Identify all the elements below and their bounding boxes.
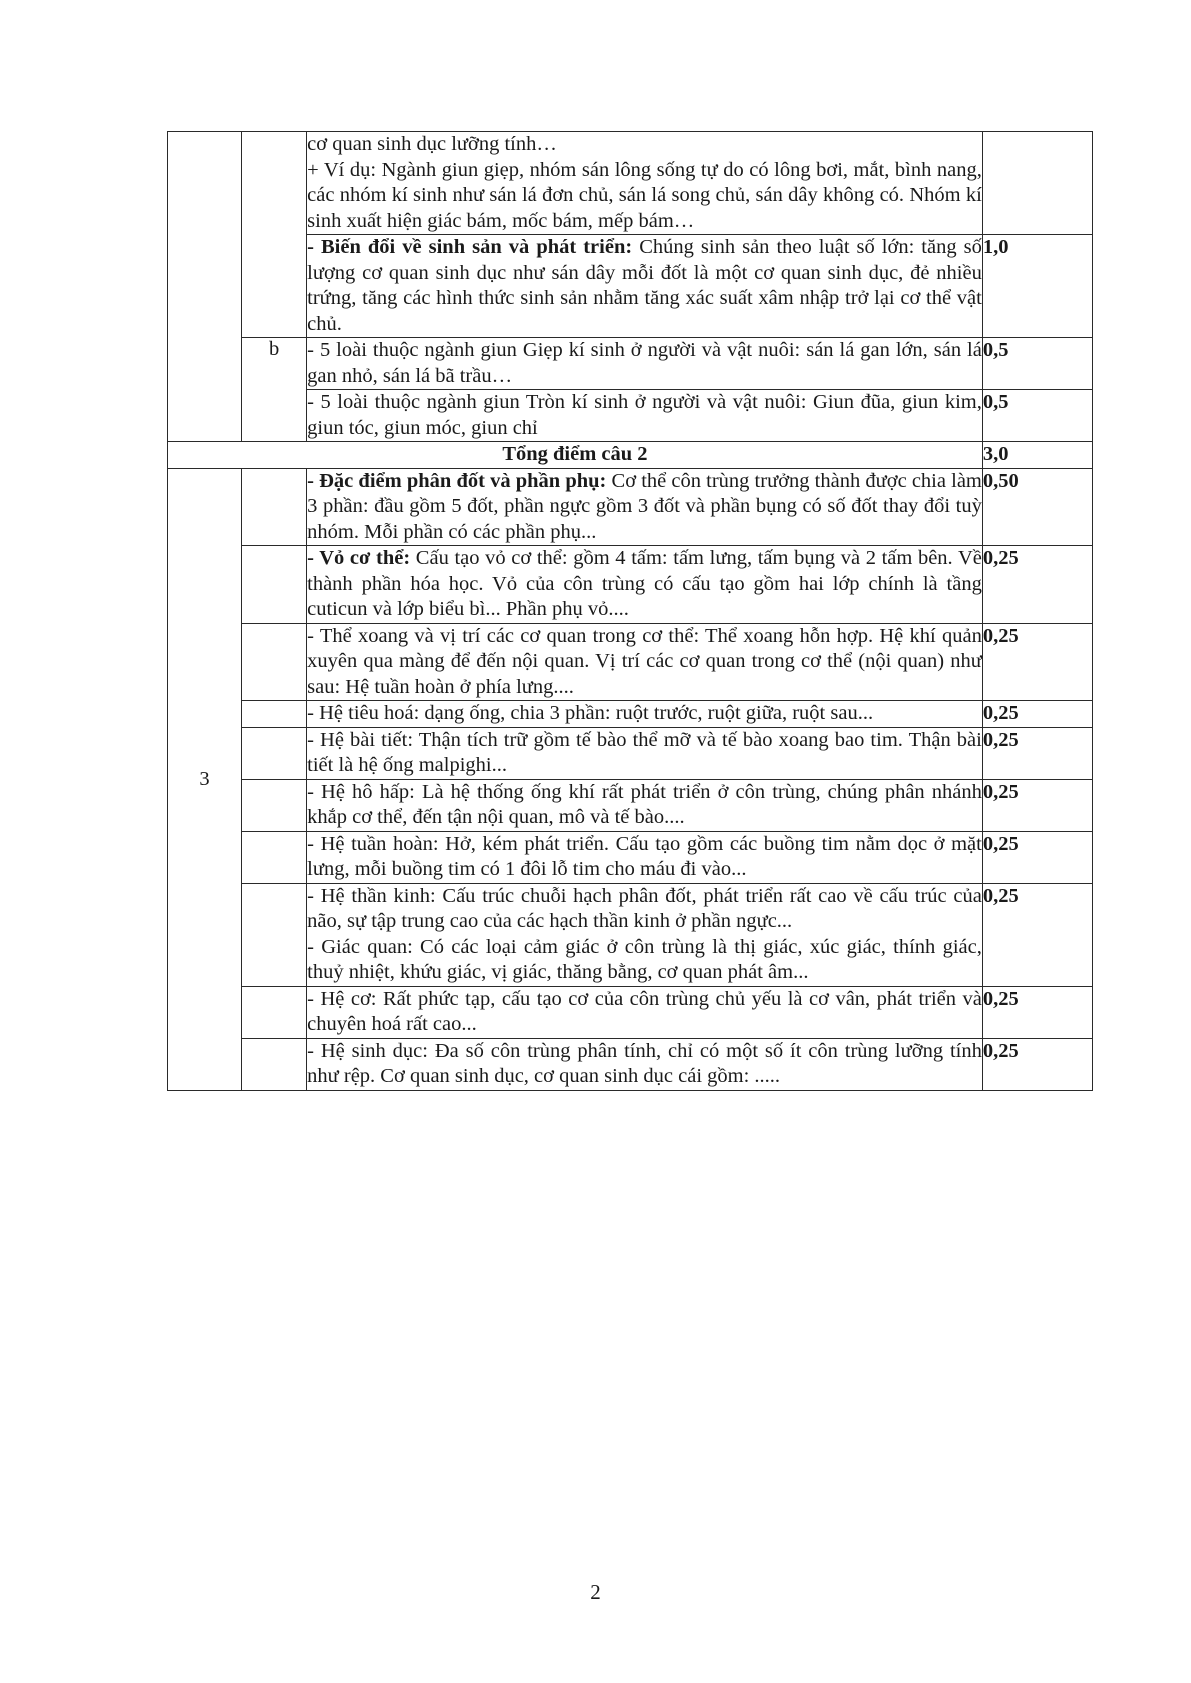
answer-body: Cơ thể côn trùng trưởng thành được chia làm 3 phần: đầu gồm 5 đốt, phần ngực gồm 3 đốt và phần bụng có số đốt thay đổi tuỳ nhóm. Mỗi phần có các phần phụ... xyxy=(307,469,982,543)
table-row xyxy=(168,1038,1093,1090)
answer-line: cơ quan sinh dục lưỡng tính… xyxy=(307,133,557,155)
table-row xyxy=(168,727,1093,779)
table-row xyxy=(168,701,1093,728)
table-row xyxy=(168,235,1093,338)
answer-heading: - Biến đổi về sinh sản và phát triển: xyxy=(307,236,633,258)
answer-line xyxy=(307,884,982,935)
table-row xyxy=(168,546,1093,624)
answer-body: - Hệ hô hấp: Là hệ thống ống khí rất phát triển ở côn trùng, chúng phân nhánh khắp cơ thể, đến tận nội quan, mô và tế bào.... xyxy=(307,780,982,828)
answer-line: - Giác quan: Có các loại cảm giác ở côn trùng là thị giác, xúc giác, thính giác, thuỷ nhiệt, khứu giác, vị giác, thăng bằng, cơ quan phát âm... xyxy=(307,935,982,983)
table-row xyxy=(168,883,1093,986)
sub-question-cell xyxy=(242,727,307,779)
sub-question-cell xyxy=(242,701,307,728)
answer-body: - Hệ bài tiết: Thận tích trữ gồm tế bào thể mỡ và tế bào xoang bao tim. Thận bài tiết là hệ ống malpighi... xyxy=(307,728,982,776)
score-value: 0,50 xyxy=(982,468,1092,546)
score-value: 0,5 xyxy=(982,390,1092,442)
sub-question-cell xyxy=(242,623,307,701)
answer-body: Cấu tạo vỏ cơ thể: gồm 4 tấm: tấm lưng, tấm bụng và 2 tấm bên. Về thành phần hóa học. Vỏ của côn trùng có cấu tạo gồm hai lớp chính là tầng cuticun và lớp biểu bì... Phần phụ vỏ.... xyxy=(307,547,982,620)
answer-text: - 5 loài thuộc ngành giun Tròn kí sinh ở người và vật nuôi: Giun đũa, giun kim, giun tóc, giun móc, giun chỉ xyxy=(307,390,983,442)
sub-question-cell xyxy=(242,883,307,986)
sub-question-cell xyxy=(242,468,307,546)
score-value: 0,25 xyxy=(982,701,1092,728)
answer-body: Chúng sinh sản theo luật số lớn: tăng số lượng cơ quan sinh dục như sán dây mỗi đốt là một cơ quan sinh dục, đẻ nhiều trứng, tăng các hình thức sinh sản nhằm tăng xác suất xâm nhập trở lại cơ thể vật chủ. xyxy=(307,236,982,335)
total-label: Tổng điểm câu 2 xyxy=(168,442,983,469)
question-number: 3 xyxy=(168,468,242,1090)
answer-text xyxy=(307,468,983,546)
answer-text xyxy=(307,1038,983,1090)
score-value: 0,25 xyxy=(982,727,1092,779)
answer-heading: - Đặc điểm phân đốt và phần phụ: xyxy=(307,469,607,492)
answer-line xyxy=(307,728,982,779)
sub-question-cell xyxy=(242,546,307,624)
answer-text xyxy=(307,727,983,779)
score-value: 0,25 xyxy=(982,883,1092,986)
answer-line xyxy=(307,780,982,831)
answer-line xyxy=(307,624,982,701)
score-value: 0,25 xyxy=(982,986,1092,1038)
answer-text xyxy=(307,546,983,624)
sub-question-cell xyxy=(242,1038,307,1090)
answer-body: - Hệ sinh dục: Đa số côn trùng phân tính, chỉ có một số ít côn trùng lưỡng tính như rệp. Cơ quan sinh dục, cơ quan sinh dục cái gồm: ..... xyxy=(307,1039,982,1087)
answer-body: - Hệ tiêu hoá: dạng ống, chia 3 phần: ruột trước, ruột giữa, ruột sau... xyxy=(307,702,874,724)
answer-line xyxy=(307,1039,982,1090)
sub-question-cell xyxy=(242,831,307,883)
score-cell xyxy=(982,132,1092,235)
table-row xyxy=(168,468,1093,546)
score-value: 0,25 xyxy=(982,831,1092,883)
question-cell xyxy=(168,132,242,442)
table-row xyxy=(168,986,1093,1038)
score-value: 0,25 xyxy=(982,1038,1092,1090)
answer-table xyxy=(167,131,1093,1091)
total-score: 3,0 xyxy=(982,442,1092,469)
page-number: 2 xyxy=(590,1580,601,1604)
answer-line xyxy=(307,832,982,883)
score-value: 0,25 xyxy=(982,623,1092,701)
answer-body: - Hệ cơ: Rất phức tạp, cấu tạo cơ của côn trùng chủ yếu là cơ vân, phát triển và chuyên hoá rất cao... xyxy=(307,987,982,1035)
table-row xyxy=(168,338,1093,390)
answer-text xyxy=(307,883,983,986)
answer-line xyxy=(307,546,982,623)
sub-question-cell xyxy=(242,986,307,1038)
answer-text xyxy=(307,132,983,235)
sub-question-cell xyxy=(242,132,307,338)
table-row xyxy=(168,623,1093,701)
table-row xyxy=(168,779,1093,831)
answer-text xyxy=(307,701,983,728)
answer-body: - Hệ tuần hoàn: Hở, kém phát triển. Cấu tạo gồm các buồng tim nằm dọc ở mặt lưng, mỗi buồng tim có 1 đôi lỗ tim cho máu đi vào... xyxy=(307,832,982,880)
answer-line xyxy=(307,701,982,727)
question-3-section xyxy=(168,468,1093,1090)
answer-text xyxy=(307,235,983,338)
score-value: 1,0 xyxy=(982,235,1092,338)
answer-heading: - Vỏ cơ thể: xyxy=(307,547,411,569)
table-row xyxy=(168,132,1093,235)
answer-line: + Ví dụ: Ngành giun giẹp, nhóm sán lông sống tự do có lông bơi, mắt, bình nang, các nhóm kí sinh như sán lá đơn chủ, sán lá song chủ, sán dây không có. Nhóm kí sinh xuất hiện giác bám, mốc bám, mếp bám… xyxy=(307,158,982,232)
table-row xyxy=(168,831,1093,883)
answer-text xyxy=(307,986,983,1038)
score-value: 0,25 xyxy=(982,779,1092,831)
answer-body: - Thể xoang và vị trí các cơ quan trong cơ thể: Thể xoang hỗn hợp. Hệ khí quản xuyên qua màng để đến nội quan. Vị trí các cơ quan trong cơ thể (nội quan) như sau: Hệ tuần hoàn ở phía lưng.... xyxy=(307,624,982,698)
sub-question-cell xyxy=(242,779,307,831)
total-row xyxy=(168,442,1093,469)
table-row xyxy=(168,390,1093,442)
answer-line xyxy=(307,987,982,1038)
answer-body: - Hệ thần kinh: Cấu trúc chuỗi hạch phân đốt, phát triển rất cao về cấu trúc của não, sự tập trung cao của các hạch thần kinh ở phần ngực... xyxy=(307,884,982,932)
answer-text: - 5 loài thuộc ngành giun Giẹp kí sinh ở người và vật nuôi: sán lá gan lớn, sán lá gan nhỏ, sán lá bã trầu… xyxy=(307,338,983,390)
sub-question-label: b xyxy=(242,338,307,442)
answer-text xyxy=(307,831,983,883)
answer-line xyxy=(307,469,982,546)
answer-text xyxy=(307,623,983,701)
score-value: 0,25 xyxy=(982,546,1092,624)
answer-text xyxy=(307,779,983,831)
score-value: 0,5 xyxy=(982,338,1092,390)
